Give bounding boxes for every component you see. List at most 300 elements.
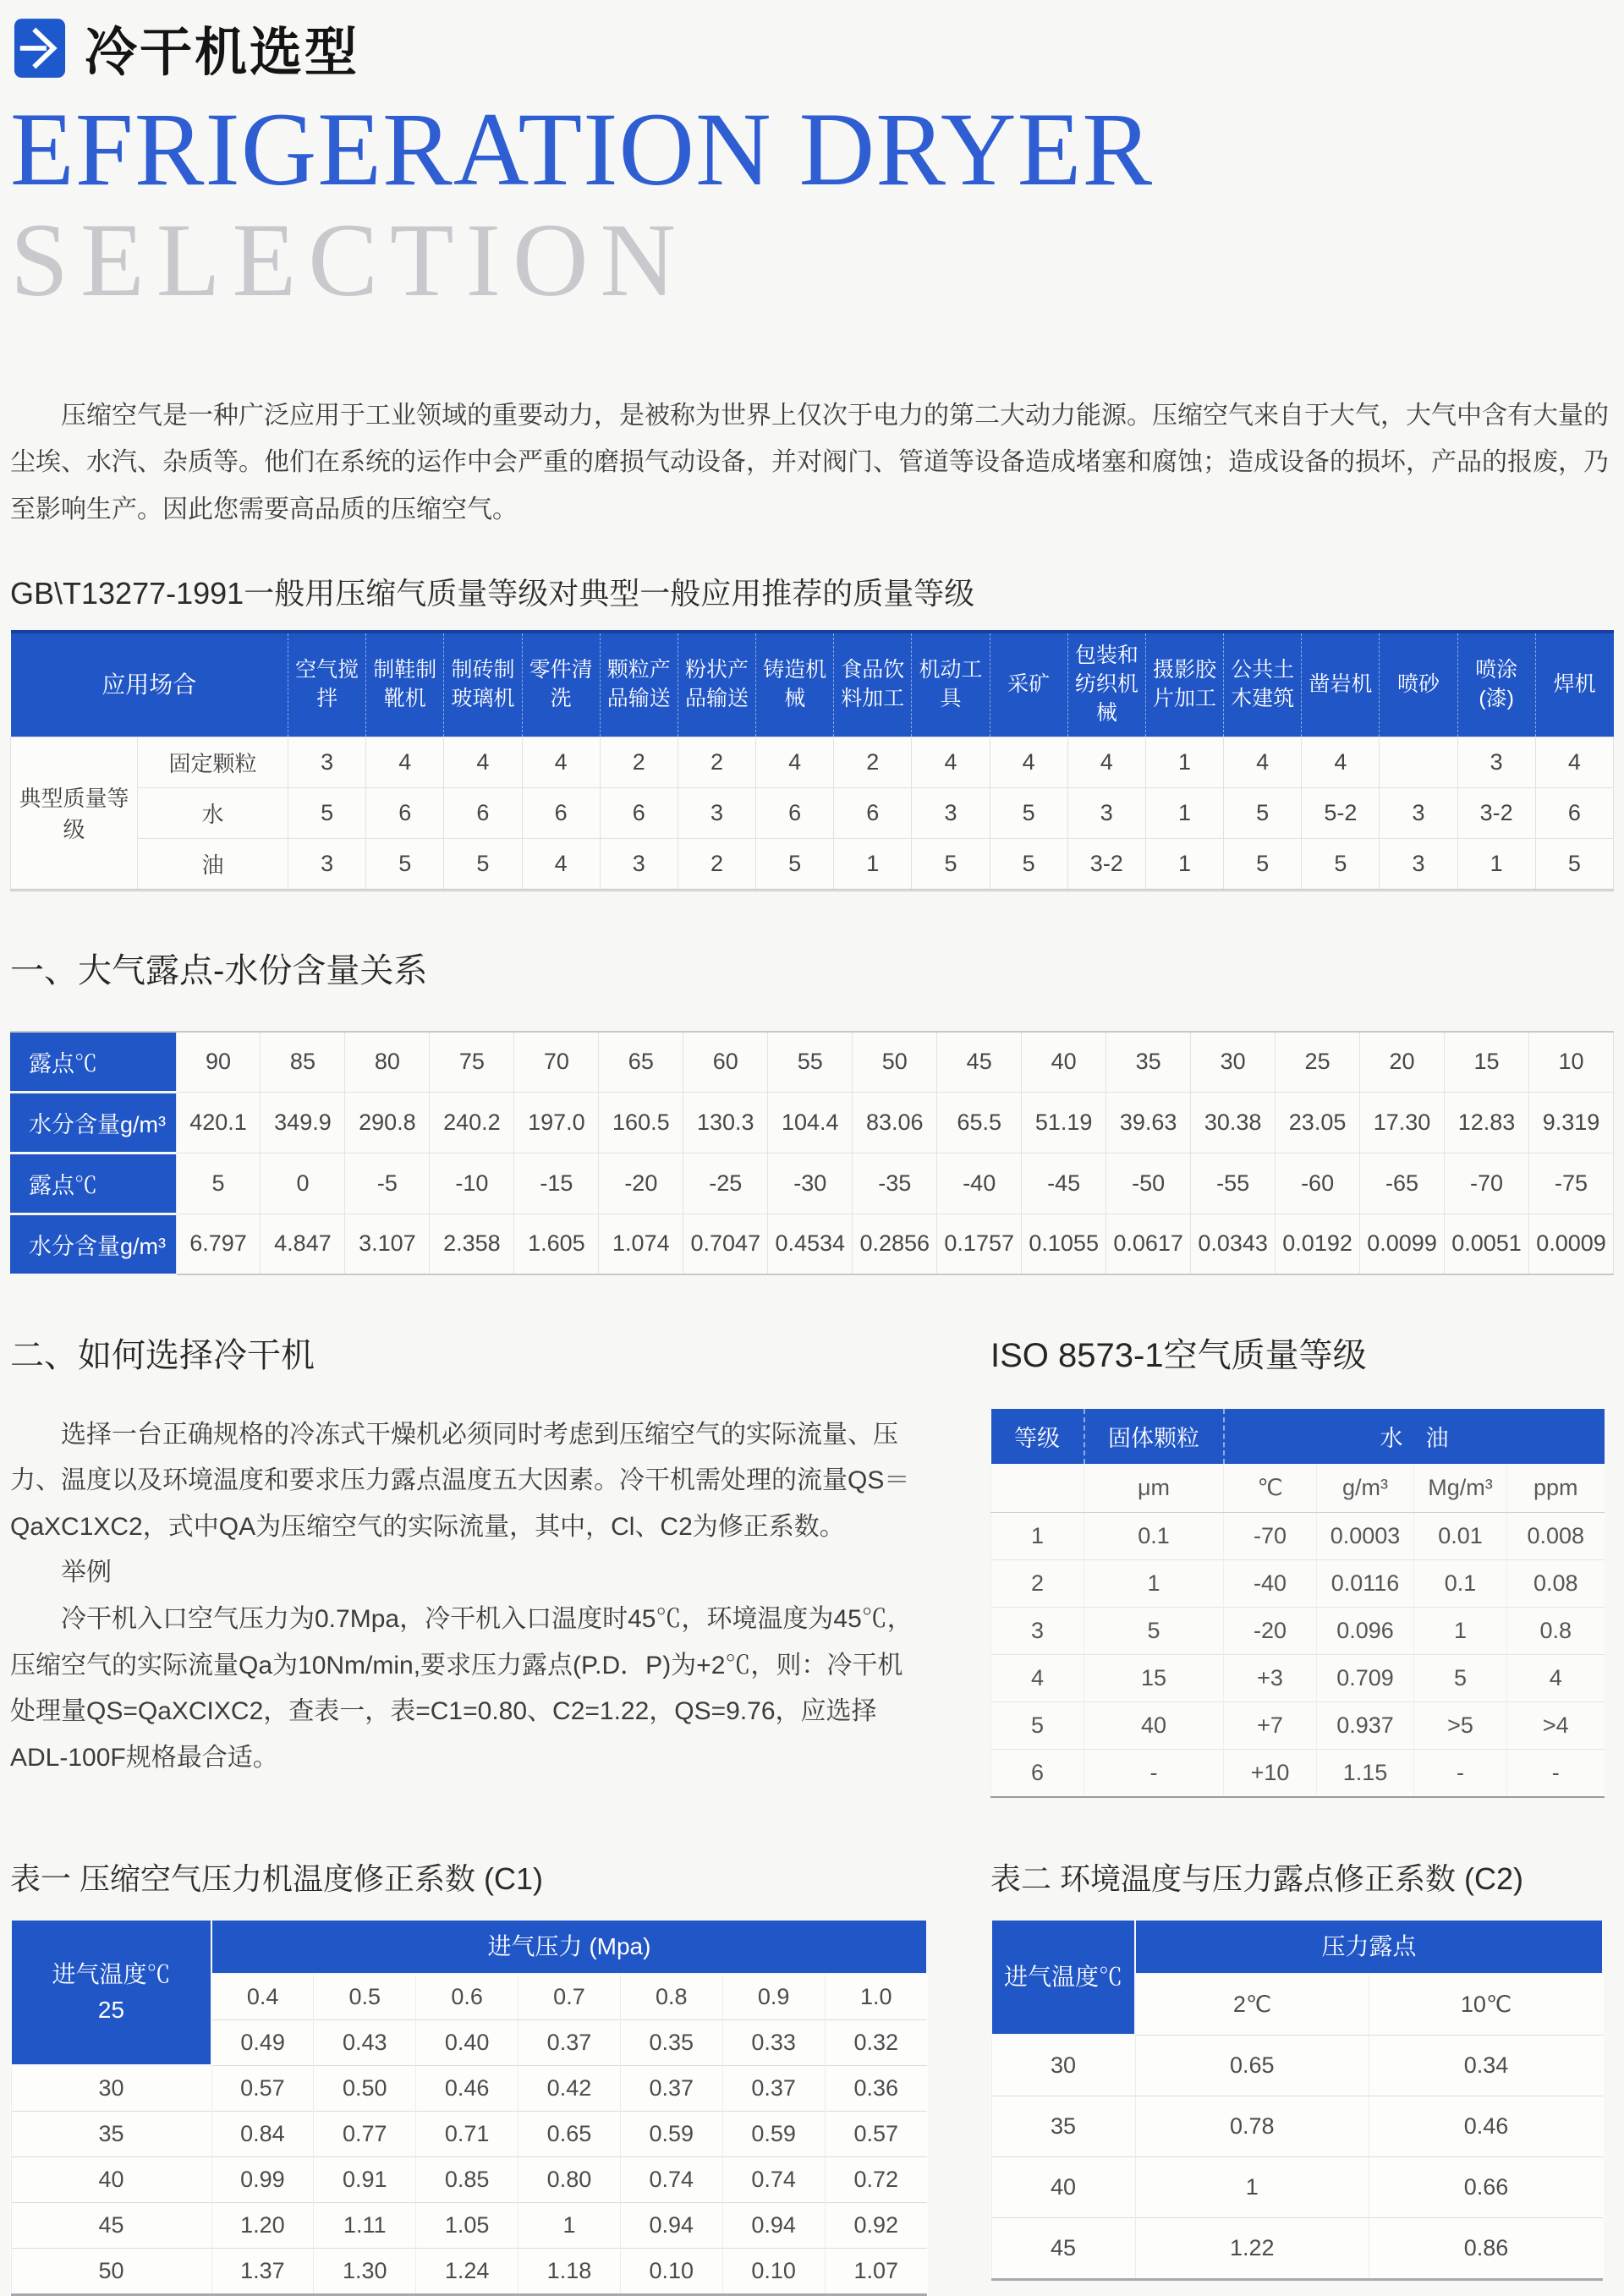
table-row — [11, 737, 1614, 787]
gb-cell: 5 — [366, 838, 444, 890]
gb-cell: 5 — [288, 787, 366, 838]
gb-cell: 1 — [834, 838, 912, 890]
table-row — [11, 2249, 927, 2295]
c1-value-cell: 1.07 — [825, 2249, 927, 2295]
c1-pressure-cell: 0.7 — [518, 1974, 621, 2020]
iso-unit-empty — [991, 1464, 1084, 1513]
dew-cell: 75 — [430, 1032, 514, 1093]
c1-value-cell: 0.74 — [620, 2157, 722, 2203]
c1-temp-label: 45 — [11, 2203, 211, 2249]
iso-cell: 1 — [1084, 1559, 1224, 1607]
c2-dewpoint-cell: 10℃ — [1369, 1974, 1604, 2036]
iso-cell: >4 — [1507, 1701, 1605, 1749]
c2-value-cell: 0.78 — [1135, 2096, 1369, 2157]
c1-value-cell: 0.99 — [211, 2157, 314, 2203]
dew-cell: 51.19 — [1022, 1092, 1106, 1153]
gb-cell: 1 — [1457, 838, 1535, 890]
gb-column-header: 喷涂(漆) — [1457, 632, 1535, 737]
gb-cell: 4 — [522, 737, 600, 787]
dew-cell: -20 — [599, 1153, 683, 1214]
c1-value-cell: 1.24 — [416, 2249, 518, 2295]
gb-cell: 3 — [912, 787, 990, 838]
iso-unit-cell: ppm — [1507, 1464, 1605, 1513]
c1-pressure-cell: 0.6 — [416, 1974, 518, 2020]
iso-cell: 3 — [991, 1607, 1084, 1654]
dew-cell: 3.107 — [345, 1214, 430, 1274]
dew-table — [10, 1031, 1614, 1276]
gb-cell: 5 — [1535, 838, 1613, 890]
table-row — [10, 1153, 1614, 1214]
c2-corner-label: 进气温度℃ — [991, 1920, 1135, 2036]
dew-cell: 104.4 — [768, 1092, 853, 1153]
c1-value-cell: 0.80 — [518, 2157, 621, 2203]
dew-cell: -30 — [768, 1153, 853, 1214]
c1-value-cell: 0.37 — [620, 2065, 722, 2112]
dew-cell: 349.9 — [261, 1092, 345, 1153]
dew-cell: -45 — [1022, 1153, 1106, 1214]
iso-unit-cell: Mg/m³ — [1414, 1464, 1507, 1513]
gb-column-header: 食品饮料加工 — [834, 632, 912, 737]
gb-cell: 3 — [1067, 787, 1145, 838]
gb-cell: 2 — [834, 737, 912, 787]
dew-cell: 65.5 — [937, 1092, 1022, 1153]
dew-cell: 0 — [261, 1153, 345, 1214]
dew-cell: 90 — [176, 1032, 261, 1093]
dew-cell: 420.1 — [176, 1092, 261, 1153]
gb-cell: 1 — [1145, 787, 1223, 838]
gb-column-header: 摄影胶片加工 — [1145, 632, 1223, 737]
dew-cell: 65 — [599, 1032, 683, 1093]
c1-pressure-cell: 0.5 — [314, 1974, 416, 2020]
c1-value-cell: 0.85 — [416, 2157, 518, 2203]
gb-quality-table — [10, 630, 1614, 890]
dew-cell: 0.0051 — [1445, 1214, 1529, 1274]
dew-cell: -25 — [683, 1153, 768, 1214]
how-paragraph-3: 冷干机入口空气压力为0.7Mpa，冷干机入口温度时45℃，环境温度为45℃，压缩空气的实际流量Qa为10Nm/min,要求压力露点(P.D．P)为+2℃，则：冷干机处理量QS=QaXCIXC2，查表一，表=C1=0.80、C2=1.22，QS=9.76，应选择ADL-100F规格最合适。 — [10, 1604, 913, 1772]
iso-cell: -70 — [1224, 1512, 1317, 1559]
dew-cell: 80 — [345, 1032, 430, 1093]
iso-cell: 5 — [991, 1701, 1084, 1749]
dew-cell: -75 — [1529, 1153, 1614, 1214]
gb-corner-label: 应用场合 — [11, 632, 288, 737]
how-to-choose-section — [10, 1323, 928, 1798]
table-row — [991, 1701, 1605, 1749]
gb-cell: 3 — [1457, 737, 1535, 787]
c1-value-cell: 0.43 — [314, 2019, 416, 2065]
dew-row-label: 水分含量g/m³ — [10, 1092, 176, 1153]
c2-header-row — [991, 1920, 1603, 1974]
two-column-area — [10, 1323, 1614, 2296]
table-row — [10, 1032, 1614, 1093]
gb-column-header: 制砖制玻璃机 — [444, 632, 522, 737]
iso-cell: 4 — [991, 1654, 1084, 1701]
c1-value-cell: 1.18 — [518, 2249, 621, 2295]
c1-temp-label: 50 — [11, 2249, 211, 2295]
table-row — [991, 1512, 1605, 1559]
c1-value-cell: 0.37 — [518, 2019, 621, 2065]
gb-cell: 3 — [1380, 838, 1457, 890]
c2-table-title: 表二 环境温度与压力露点修正系数 (C2) — [990, 1860, 1524, 1896]
c2-temp-label: 40 — [991, 2157, 1135, 2218]
iso-cell: 0.01 — [1414, 1512, 1507, 1559]
c1-value-cell: 0.57 — [825, 2112, 927, 2157]
table-row — [10, 1092, 1614, 1153]
iso-cell: 1.15 — [1317, 1749, 1414, 1797]
c1-temp-label: 30 — [11, 2065, 211, 2112]
dew-cell: 55 — [768, 1032, 853, 1093]
gb-column-header: 制鞋制靴机 — [366, 632, 444, 737]
c1-table-title: 表一 压缩空气压力机温度修正系数 (C1) — [10, 1860, 544, 1896]
gb-cell: 5 — [1224, 838, 1302, 890]
gb-cell: 3 — [600, 838, 678, 890]
c2-section — [990, 1852, 1604, 2296]
c1-value-cell: 0.46 — [416, 2065, 518, 2112]
dew-cell: 0.0099 — [1360, 1214, 1445, 1274]
c1-value-cell: 0.84 — [211, 2112, 314, 2157]
gb-cell: 4 — [912, 737, 990, 787]
dew-cell: 85 — [261, 1032, 345, 1093]
table-row — [10, 1214, 1614, 1274]
gb-cell: 5 — [756, 838, 834, 890]
dew-cell: -55 — [1191, 1153, 1276, 1214]
c1-value-cell: 0.32 — [825, 2019, 927, 2065]
gb-cell: 5 — [1224, 787, 1302, 838]
dew-cell: -70 — [1445, 1153, 1529, 1214]
gb-cell: 4 — [522, 838, 600, 890]
c2-value-cell: 1.22 — [1135, 2218, 1369, 2280]
iso-cell: 1 — [991, 1512, 1084, 1559]
iso-section — [990, 1323, 1604, 1798]
gb-cell: 2 — [678, 737, 755, 787]
dew-cell: 0.0343 — [1191, 1214, 1276, 1274]
iso-cell: 0.8 — [1507, 1607, 1605, 1654]
gb-cell: 3 — [1380, 787, 1457, 838]
gb-column-header: 空气搅拌 — [288, 632, 366, 737]
gb-header-row — [11, 632, 1614, 737]
dew-cell: 15 — [1445, 1032, 1529, 1093]
dew-cell: 45 — [937, 1032, 1022, 1093]
how-paragraph-2: 举例 — [61, 1559, 112, 1587]
iso-cell: 4 — [1507, 1654, 1605, 1701]
iso-header-water-oil: 水 油 — [1224, 1409, 1605, 1464]
dew-row-label: 水分含量g/m³ — [10, 1214, 176, 1274]
c1-pressure-cell: 0.8 — [620, 1974, 722, 2020]
dew-row-label: 露点℃ — [10, 1032, 176, 1093]
gb-cell: 4 — [756, 737, 834, 787]
dew-row-label: 露点℃ — [10, 1153, 176, 1214]
c1-corner-line2: 25 — [97, 1996, 125, 2023]
table-row — [991, 1559, 1605, 1607]
gb-cell: 5-2 — [1302, 787, 1380, 838]
gb-cell: 4 — [1535, 737, 1613, 787]
c1-value-cell: 0.77 — [314, 2112, 416, 2157]
dew-cell: -60 — [1276, 1153, 1360, 1214]
dew-cell: 83.06 — [853, 1092, 937, 1153]
gb-row-label: 水 — [138, 787, 288, 838]
c1-value-cell: 0.59 — [620, 2112, 722, 2157]
c2-value-cell: 0.46 — [1369, 2096, 1604, 2157]
table-row — [991, 2096, 1603, 2157]
gb-cell: 4 — [1067, 737, 1145, 787]
iso-cell: 0.0116 — [1317, 1559, 1414, 1607]
iso-quality-table — [990, 1409, 1605, 1798]
c2-value-cell: 0.66 — [1369, 2157, 1604, 2218]
page-title-cn: 冷干机选型 — [85, 24, 360, 82]
c1-header-row — [11, 1920, 927, 1974]
c1-pressure-cell: 1.0 — [825, 1974, 927, 2020]
gb-cell: 3-2 — [1457, 787, 1535, 838]
dew-cell: 40 — [1022, 1032, 1106, 1093]
c1-value-cell: 0.59 — [722, 2112, 825, 2157]
c1-pressure-cell: 0.4 — [211, 1974, 314, 2020]
dew-cell: -50 — [1106, 1153, 1191, 1214]
c1-value-cell: 0.35 — [620, 2019, 722, 2065]
iso-unit-cell: μm — [1084, 1464, 1224, 1513]
dew-cell: 70 — [514, 1032, 599, 1093]
gb-cell: 2 — [600, 737, 678, 787]
c1-value-cell: 0.10 — [620, 2249, 722, 2295]
dew-cell: 0.2856 — [853, 1214, 937, 1274]
gb-column-header: 包装和纺织机械 — [1067, 632, 1145, 737]
table-row — [11, 2112, 927, 2157]
c1-value-cell: 0.74 — [722, 2157, 825, 2203]
dew-cell: 25 — [1276, 1032, 1360, 1093]
gb-cell: 6 — [834, 787, 912, 838]
gb-cell: 6 — [444, 787, 522, 838]
dew-cell: -5 — [345, 1153, 430, 1214]
gb-cell: 6 — [522, 787, 600, 838]
gb-cell: 6 — [1535, 787, 1613, 838]
dew-cell: 0.1055 — [1022, 1214, 1106, 1274]
c1-header-label: 进气压力 (Mpa) — [211, 1920, 927, 1974]
iso-cell: 0.096 — [1317, 1607, 1414, 1654]
dew-cell: 0.0192 — [1276, 1214, 1360, 1274]
dew-cell: 39.63 — [1106, 1092, 1191, 1153]
gb-cell: 6 — [756, 787, 834, 838]
gb-cell — [1380, 737, 1457, 787]
gb-cell: 5 — [444, 838, 522, 890]
dew-cell: 0.1757 — [937, 1214, 1022, 1274]
iso-cell: 5 — [1084, 1607, 1224, 1654]
c1-value-cell: 1.05 — [416, 2203, 518, 2249]
c1-value-cell: 0.94 — [722, 2203, 825, 2249]
table-row — [991, 1654, 1605, 1701]
c1-value-cell: 1.37 — [211, 2249, 314, 2295]
c2-value-cell: 0.65 — [1135, 2035, 1369, 2096]
iso-cell: +10 — [1224, 1749, 1317, 1797]
dew-cell: 4.847 — [261, 1214, 345, 1274]
dew-cell: 50 — [853, 1032, 937, 1093]
c1-corner-label — [11, 1920, 211, 2066]
gb-cell: 4 — [1224, 737, 1302, 787]
iso-cell: 0.0003 — [1317, 1512, 1414, 1559]
table-row — [991, 1607, 1605, 1654]
iso-header-row — [991, 1409, 1605, 1464]
c2-temp-label: 35 — [991, 2096, 1135, 2157]
gb-column-header: 颗粒产品输送 — [600, 632, 678, 737]
c1-value-cell: 0.33 — [722, 2019, 825, 2065]
dew-cell: 10 — [1529, 1032, 1614, 1093]
dew-cell: 197.0 — [514, 1092, 599, 1153]
dew-cell: -40 — [937, 1153, 1022, 1214]
c1-value-cell: 0.72 — [825, 2157, 927, 2203]
dew-cell: -15 — [514, 1153, 599, 1214]
table-row — [991, 2035, 1603, 2096]
gb-cell: 4 — [990, 737, 1067, 787]
dew-cell: 23.05 — [1276, 1092, 1360, 1153]
gb-row-label: 固定颗粒 — [138, 737, 288, 787]
iso-cell: - — [1414, 1749, 1507, 1797]
gb-cell: 5 — [912, 838, 990, 890]
c1-value-cell: 0.40 — [416, 2019, 518, 2065]
c1-value-cell: 0.36 — [825, 2065, 927, 2112]
iso-cell: 15 — [1084, 1654, 1224, 1701]
iso-cell: -20 — [1224, 1607, 1317, 1654]
dew-cell: -65 — [1360, 1153, 1445, 1214]
table-row — [11, 2203, 927, 2249]
c1-value-cell: 0.49 — [211, 2019, 314, 2065]
dew-cell: 30 — [1191, 1032, 1276, 1093]
table-row — [991, 2157, 1603, 2218]
header — [10, 0, 1614, 85]
iso-cell: 0.709 — [1317, 1654, 1414, 1701]
gb-cell: 3 — [678, 787, 755, 838]
c1-temp-label: 35 — [11, 2112, 211, 2157]
c1-value-cell: 0.65 — [518, 2112, 621, 2157]
iso-cell: - — [1507, 1749, 1605, 1797]
iso-units-row — [991, 1464, 1605, 1513]
iso-header-grade: 等级 — [991, 1409, 1084, 1464]
c1-pressure-cell: 0.9 — [722, 1974, 825, 2020]
table-row — [11, 2065, 927, 2112]
gb-column-header: 铸造机械 — [756, 632, 834, 737]
gb-column-header: 机动工具 — [912, 632, 990, 737]
dew-cell: 0.4534 — [768, 1214, 853, 1274]
iso-cell: +3 — [1224, 1654, 1317, 1701]
c1-section — [10, 1852, 928, 2296]
dew-cell: 12.83 — [1445, 1092, 1529, 1153]
c1-value-cell: 0.91 — [314, 2157, 416, 2203]
dew-cell: 290.8 — [345, 1092, 430, 1153]
dew-cell: 1.074 — [599, 1214, 683, 1274]
gb-cell: 6 — [366, 787, 444, 838]
iso-unit-cell: ℃ — [1224, 1464, 1317, 1513]
iso-unit-cell: g/m³ — [1317, 1464, 1414, 1513]
gb-column-header: 零件清洗 — [522, 632, 600, 737]
iso-header-solid: 固体颗粒 — [1084, 1409, 1224, 1464]
iso-cell: 6 — [991, 1749, 1084, 1797]
iso-section-title: ISO 8573-1空气质量等级 — [990, 1336, 1367, 1374]
dew-cell: 35 — [1106, 1032, 1191, 1093]
dew-cell: 160.5 — [599, 1092, 683, 1153]
gb-section-title: GB\T13277-1991一般用压缩气质量等级对典型一般应用推荐的质量等级 — [10, 576, 975, 611]
c1-value-cell: 1.20 — [211, 2203, 314, 2249]
iso-cell: 5 — [1414, 1654, 1507, 1701]
intro-paragraph: 压缩空气是一种广泛应用于工业领域的重要动力，是被称为世界上仅次于电力的第二大动力能源。压缩空气来自于大气，大气中含有大量的尘埃、水汽、杂质等。他们在系统的运作中会严重的磨损气动设备，并对阀门、管道等设备造成堵塞和腐蚀；造成设备的损坏，产品的报废，乃至影响生产。因此您需要高品质的压缩空气。 — [10, 401, 1609, 523]
c1-value-cell: 0.57 — [211, 2065, 314, 2112]
dew-cell: 9.319 — [1529, 1092, 1614, 1153]
table-row — [11, 2157, 927, 2203]
gb-cell: 6 — [600, 787, 678, 838]
iso-cell: +7 — [1224, 1701, 1317, 1749]
dew-cell: 6.797 — [176, 1214, 261, 1274]
dew-cell: 130.3 — [683, 1092, 768, 1153]
iso-cell: >5 — [1414, 1701, 1507, 1749]
dew-section-title: 一、大气露点-水份含量关系 — [10, 951, 428, 989]
gb-cell: 5 — [990, 787, 1067, 838]
c2-value-cell: 1 — [1135, 2157, 1369, 2218]
dew-cell: 5 — [176, 1153, 261, 1214]
c1-value-cell: 0.94 — [620, 2203, 722, 2249]
table-row — [11, 838, 1614, 890]
dew-cell: -35 — [853, 1153, 937, 1214]
c1-correction-table — [10, 1919, 928, 2296]
gb-cell: 3-2 — [1067, 838, 1145, 890]
iso-cell: 2 — [991, 1559, 1084, 1607]
c1-value-cell: 0.92 — [825, 2203, 927, 2249]
dew-cell: 60 — [683, 1032, 768, 1093]
gb-column-header: 喷砂 — [1380, 632, 1457, 737]
dew-cell: 1.605 — [514, 1214, 599, 1274]
table-row — [991, 1749, 1605, 1797]
iso-cell: 0.937 — [1317, 1701, 1414, 1749]
gb-row-label: 油 — [138, 838, 288, 890]
gb-cell: 1 — [1145, 838, 1223, 890]
iso-cell: 1 — [1414, 1607, 1507, 1654]
gb-cell: 3 — [288, 737, 366, 787]
dew-cell: 2.358 — [430, 1214, 514, 1274]
c1-value-cell: 0.50 — [314, 2065, 416, 2112]
dew-cell: 30.38 — [1191, 1092, 1276, 1153]
dew-cell: 17.30 — [1360, 1092, 1445, 1153]
c1-value-cell: 0.42 — [518, 2065, 621, 2112]
c2-value-cell: 0.34 — [1369, 2035, 1604, 2096]
c1-value-cell: 0.37 — [722, 2065, 825, 2112]
iso-cell: 0.08 — [1507, 1559, 1605, 1607]
dew-cell: 0.0009 — [1529, 1214, 1614, 1274]
gb-cell: 4 — [444, 737, 522, 787]
iso-cell: 40 — [1084, 1701, 1224, 1749]
c2-correction-table — [990, 1919, 1604, 2282]
c1-value-cell: 0.71 — [416, 2112, 518, 2157]
c2-temp-label: 45 — [991, 2218, 1135, 2280]
c2-value-cell: 0.86 — [1369, 2218, 1604, 2280]
dew-cell: 240.2 — [430, 1092, 514, 1153]
page-subtitle-en: SELECTION — [10, 202, 689, 319]
c2-temp-label: 30 — [991, 2035, 1135, 2096]
table-row — [11, 787, 1614, 838]
gb-cell: 5 — [1302, 838, 1380, 890]
c2-header-label: 压力露点 — [1135, 1920, 1603, 1974]
how-section-title: 二、如何选择冷干机 — [10, 1336, 315, 1374]
dew-cell: 0.0617 — [1106, 1214, 1191, 1274]
c1-value-cell: 0.10 — [722, 2249, 825, 2295]
c2-dewpoint-cell: 2℃ — [1135, 1974, 1369, 2036]
iso-cell: 0.1 — [1414, 1559, 1507, 1607]
gb-column-header: 粉状产品输送 — [678, 632, 755, 737]
c1-temp-label: 40 — [11, 2157, 211, 2203]
gb-cell: 1 — [1145, 737, 1223, 787]
iso-cell: - — [1084, 1749, 1224, 1797]
gb-cell: 3 — [288, 838, 366, 890]
how-paragraph-1: 选择一台正确规格的冷冻式干燥机必须同时考虑到压缩空气的实际流量、压力、温度以及环境温度和要求压力露点温度五大因素。冷干机需处理的流量QS＝QaXC1XC2，式中QA为压缩空气的实际流量，其中，Cl、C2为修正系数。 — [10, 1420, 910, 1541]
table-row — [991, 2218, 1603, 2280]
c1-value-cell: 1.11 — [314, 2203, 416, 2249]
gb-cell: 4 — [366, 737, 444, 787]
dew-cell: 0.7047 — [683, 1214, 768, 1274]
page-title-en: EFRIGERATION DRYER — [10, 91, 1154, 207]
iso-cell: -40 — [1224, 1559, 1317, 1607]
